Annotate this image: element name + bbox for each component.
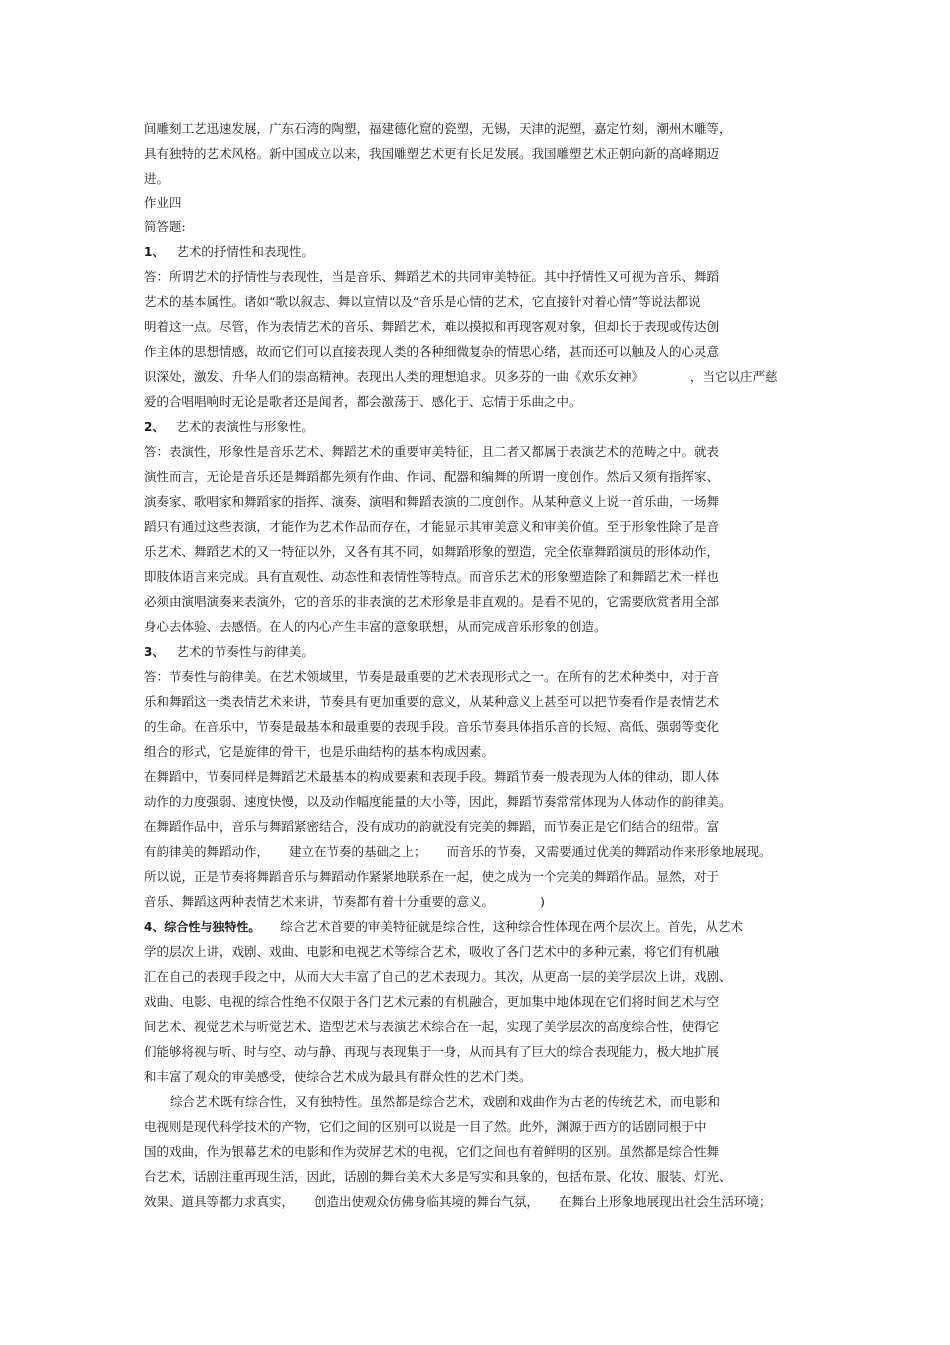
text-line: 明着这一点。尽管，作为表情艺术的音乐、舞蹈艺术，难以摸拟和再现客观对象，但却长于表现或传达创 xyxy=(144,319,720,334)
text-line: 具有独特的艺术风格。新中国成立以来，我国雕塑艺术更有长足发展。我国雕塑艺术正朝向新的高峰期迈 xyxy=(144,146,720,161)
text-segment: ，当它以庄严慈 xyxy=(690,369,778,384)
text-line: 国的戏曲，作为银幕艺术的电影和作为荧屏艺术的电视，它们之间也有着鲜明的区别。虽然都是综合性舞 xyxy=(144,1144,720,1159)
question-heading xyxy=(144,244,314,260)
text-line: 和丰富了观众的审美感受，使综合艺术成为最具有群众性的艺术门类。 xyxy=(144,1069,532,1084)
section-title: 作业四 xyxy=(144,195,182,210)
text-line: 必须由演唱演奏来表演外，它的音乐的非表演的艺术形象是非直观的。是看不见的，它需要欣赏者用全部 xyxy=(144,594,720,609)
text-line: 演奏家、歌唱家和舞蹈家的指挥、演奏、演唱和舞蹈表演的二度创作。从某种意义上说一首乐曲，一场舞 xyxy=(144,494,720,509)
text-line: 动作的力度强弱、速度快慢，以及动作幅度能量的大小等，因此，舞蹈节奏常常体现为人体动作的韵律美。 xyxy=(144,794,732,809)
text-line: 演性而言，无论是音乐还是舞蹈都先须有作曲、作词、配器和编舞的所谓一度创作。然后又须有指挥家、 xyxy=(144,469,720,484)
text-segment: 音乐、舞蹈这两种表情艺术来讲，节奏都有着十分重要的意义。 xyxy=(144,894,495,909)
text-line: 进。 xyxy=(144,171,170,186)
text-segment: 而音乐的节奏，又需要通过优美的舞蹈动作来形象地展现。 xyxy=(446,844,772,859)
question-heading xyxy=(144,644,314,660)
text-segment: 在舞台上形象地展现出社会生活环境； xyxy=(559,1194,772,1209)
text-line: 间艺术、视觉艺术与听觉艺术、造型艺术与表演艺术综合在一起，实现了美学层次的高度综合性，使得它 xyxy=(144,1019,720,1034)
text-line: 爱的合唱唱响时无论是歌者还是闻者，都会激荡于、感化于、忘情于乐曲之中。 xyxy=(144,394,582,409)
text-line: 乐艺术、舞蹈艺术的又一特征以外，又各有其不同，如舞蹈形象的塑造，完全依靠舞蹈演员的形体动作， xyxy=(144,544,720,559)
text-line: 学的层次上讲，戏剧、戏曲、电影和电视艺术等综合艺术，吸收了各门艺术中的多种元素，将它们有机融 xyxy=(144,944,720,959)
text-line: 间雕刻工艺迅速发展，广东石湾的陶塑，福建德化窟的瓷塑，无锡，天津的泥塑，嘉定竹刻，潮州木雕等， xyxy=(144,121,732,136)
text-line: 综合艺术既有综合性，又有独特性。虽然都是综合艺术，戏剧和戏曲作为古老的传统艺术，而电影和 xyxy=(170,1094,721,1109)
text-line: 艺术的基本属性。诸如“歌以叙志、舞以宣情以及“音乐是心情的艺术，它直接针对着心情”等说法都说 xyxy=(144,294,701,309)
question-title: 艺术的抒情性和表现性。 xyxy=(176,244,314,259)
text-line: 在舞蹈作品中，音乐与舞蹈紧密结合，没有成功的韵就没有完美的舞蹈，而节奏正是它们结合的纽带。富 xyxy=(144,819,720,834)
text-line: 电视则是现代科学技术的产物，它们之间的区别可以说是一目了然。此外，渊源于西方的话剧同根于中 xyxy=(144,1119,707,1134)
question-title: 艺术的表演性与形象性。 xyxy=(176,419,314,434)
text-line: 在舞蹈中，节奏同样是舞蹈艺术最基本的构成要素和表现手段。舞蹈节奏一般表现为人体的律动，即人体 xyxy=(144,769,720,784)
text-segment: 创造出使观众仿佛身临其境的舞台气氛， xyxy=(314,1194,540,1209)
text-line: 们能够将视与听、时与空、动与静、再现与表现集于一身，从而具有了巨大的综合表现能力，极大地扩展 xyxy=(144,1044,720,1059)
text-segment: 效果、道具等都力求真实， xyxy=(144,1194,295,1209)
text-line: 作主体的思想情感，故而它们可以直接表现人类的各种细微复杂的情思心绪，甚而还可以触及人的心灵意 xyxy=(144,344,720,359)
text-line: 戏曲、电影、电视的综合性绝不仅限于各门艺术元素的有机融合，更加集中地体现在它们将时间艺术与空 xyxy=(144,994,720,1009)
question-number: 3、 xyxy=(144,645,165,659)
text-line: 乐和舞蹈这一类表情艺术来讲，节奏具有更加重要的意义，从某种意义上甚至可以把节奏看作是表情艺术 xyxy=(144,694,720,709)
text-line: 身心去体验、去感悟。在人的内心产生丰富的意象联想，从而完成音乐形象的创造。 xyxy=(144,619,607,634)
text-line: 蹈只有通过这些表演，才能作为艺术作品而存在，才能显示其审美意义和审美价值。至于形象性除了是音 xyxy=(144,519,720,534)
text-line: 答：节奏性与韵律美。在艺术领域里，节奏是最重要的艺术表现形式之一。在所有的艺术种类中，对于音 xyxy=(144,669,720,684)
text-line: 的生命。在音乐中，节奏是最基本和最重要的表现手段。音乐节奏具体指乐音的长短、高低、强弱等变化 xyxy=(144,719,720,734)
question-title: 4、综合性与独特性。 xyxy=(144,920,261,934)
text-segment: 综合艺术首要的审美特征就是综合性，这种综合性体现在两个层次上。首先，从艺术 xyxy=(280,919,743,934)
section-subtitle: 简答题: xyxy=(144,219,186,234)
text-line: 所以说，正是节奏将舞蹈音乐与舞蹈动作紧紧地联系在一起，使之成为一个完美的舞蹈作品。显然，对于 xyxy=(144,869,720,884)
question-heading xyxy=(144,919,743,935)
text-line xyxy=(144,369,778,385)
text-line: 汇在自己的表现手段之中，从而大大丰富了自己的艺术表现力。其次，从更高一层的美学层次上讲，戏剧、 xyxy=(144,969,732,984)
text-line: 答：表演性，形象性是音乐艺术、舞蹈艺术的重要审美特征，且二者又都属于表演艺术的范畴之中。就表 xyxy=(144,444,720,459)
question-heading xyxy=(144,419,314,435)
text-segment: 有韵律美的舞蹈动作， xyxy=(144,844,270,859)
text-line: 台艺术，话剧注重再现生活，因此，话剧的舞台美术大多是写实和具象的，包括布景、化妆、服装、灯光、 xyxy=(144,1169,732,1184)
text-segment: ) xyxy=(540,894,545,909)
question-title: 艺术的节奏性与韵律美。 xyxy=(176,644,314,659)
text-line: 答：所谓艺术的抒情性与表现性，当是音乐、舞蹈艺术的共同审美特征。其中抒情性又可视为音乐、舞蹈 xyxy=(144,269,720,284)
text-line xyxy=(144,1194,772,1210)
text-segment: 识深处，激发、升华人们的崇高精神。表现出人类的理想追求。贝多芬的一曲《欢乐女神》 xyxy=(144,369,645,384)
question-number: 2、 xyxy=(144,420,165,434)
text-line xyxy=(144,894,545,910)
text-segment: 建立在节奏的基础之上； xyxy=(289,844,427,859)
text-line: 即肢体语言来完成。具有直观性、动态性和表情性等特点。而音乐艺术的形象塑造除了和舞蹈艺术一样也 xyxy=(144,569,720,584)
text-line xyxy=(144,844,772,860)
question-number: 1、 xyxy=(144,245,165,259)
text-line: 组合的形式，它是旋律的骨干，也是乐曲结构的基本构成因素。 xyxy=(144,744,495,759)
